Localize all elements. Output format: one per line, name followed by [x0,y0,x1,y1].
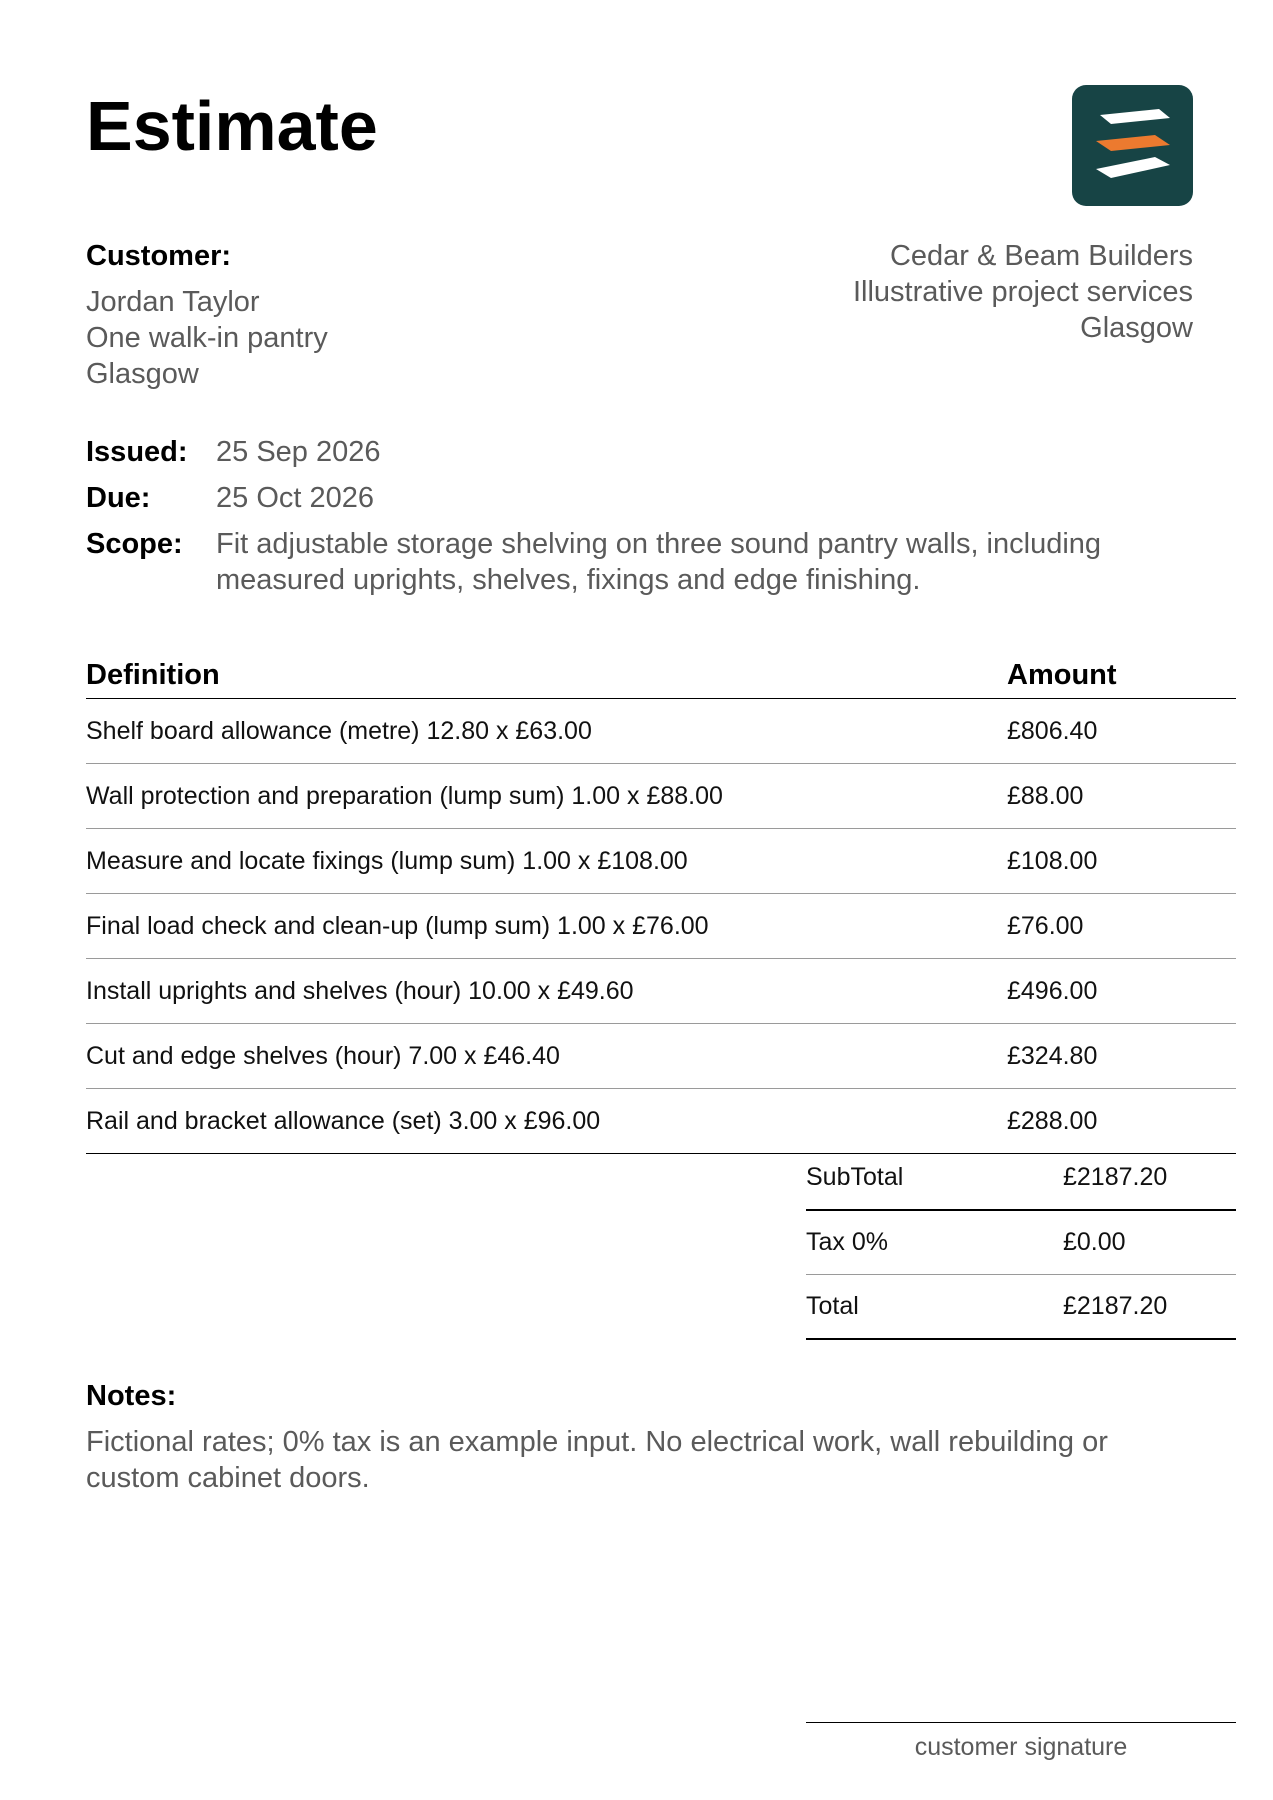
issued-label: Issued: [86,436,188,468]
table-header [86,652,1236,699]
estimate-meta [86,434,1236,608]
scope-row [86,526,1236,598]
due-date: 25 Oct 2026 [216,482,374,514]
item-definition: Wall protection and preparation (lump sum) 1.00 x £88.00 [86,781,723,810]
table-row [86,699,1236,764]
estimate-page [86,0,1236,1800]
company-name: Cedar & Beam Builders [889,240,1193,272]
customer-signature-line[interactable] [806,1722,1236,1762]
amount-header: Amount [1007,658,1117,691]
table-row [86,1089,1236,1154]
line-items-table [86,652,1236,1154]
scope-label: Scope: [86,528,183,560]
tax-label: Tax 0% [806,1228,888,1256]
due-row [86,480,1236,516]
scope-text: Fit adjustable storage shelving on three sound pantry walls, including measured uprights, shelves, fixings and edge finishing. [216,528,1102,596]
issued-date: 25 Sep 2026 [216,436,381,468]
item-amount: £76.00 [1007,911,1084,940]
notes-block [86,1378,1196,1496]
table-row [86,764,1236,829]
item-definition: Final load check and clean-up (lump sum) 1.00 x £76.00 [86,911,709,940]
item-amount: £496.00 [1007,976,1098,1005]
table-row [86,1024,1236,1089]
item-amount: £324.80 [1007,1041,1098,1070]
logo-bottom-plank [1096,157,1170,178]
item-definition: Shelf board allowance (metre) 12.80 x £63.00 [86,716,592,745]
total-value: £2187.20 [1063,1292,1168,1320]
logo-top-plank [1100,109,1170,124]
table-row [86,959,1236,1024]
subtotal-label: SubTotal [806,1163,904,1191]
item-definition: Install uprights and shelves (hour) 10.00 x £49.60 [86,976,634,1005]
logo-middle-plank [1096,135,1170,151]
notes-label: Notes: [86,1380,177,1412]
customer-name: Jordan Taylor [86,286,260,318]
item-amount: £88.00 [1007,781,1084,810]
total-row [806,1275,1236,1340]
stacked-shelves-logo-icon [1072,85,1193,206]
notes-text: Fictional rates; 0% tax is an example input. No electrical work, wall rebuilding or custom cabinet doors. [86,1426,1108,1494]
item-definition: Measure and locate fixings (lump sum) 1.00 x £108.00 [86,846,688,875]
signature-label: customer signature [914,1733,1128,1761]
tax-row [806,1211,1236,1275]
logo-graphic [1072,85,1193,206]
company-block [593,238,1193,346]
table-row [86,829,1236,894]
issued-row [86,434,1236,470]
due-label: Due: [86,482,151,514]
totals-block [806,1146,1236,1340]
customer-city: Glasgow [86,358,199,390]
table-row [86,894,1236,959]
item-amount: £288.00 [1007,1106,1098,1135]
item-amount: £806.40 [1007,716,1098,745]
subtotal-row [806,1146,1236,1211]
company-tagline: Illustrative project services [852,276,1193,308]
item-amount: £108.00 [1007,846,1098,875]
company-city: Glasgow [1080,312,1193,344]
customer-label: Customer: [86,240,232,272]
tax-value: £0.00 [1063,1228,1126,1256]
customer-block [86,238,606,392]
item-definition: Rail and bracket allowance (set) 3.00 x £96.00 [86,1106,601,1135]
customer-project: One walk-in pantry [86,322,328,354]
item-definition: Cut and edge shelves (hour) 7.00 x £46.40 [86,1041,560,1070]
document-title: Estimate [86,87,378,165]
total-label: Total [806,1292,859,1320]
definition-header: Definition [86,658,220,691]
subtotal-value: £2187.20 [1063,1163,1168,1191]
